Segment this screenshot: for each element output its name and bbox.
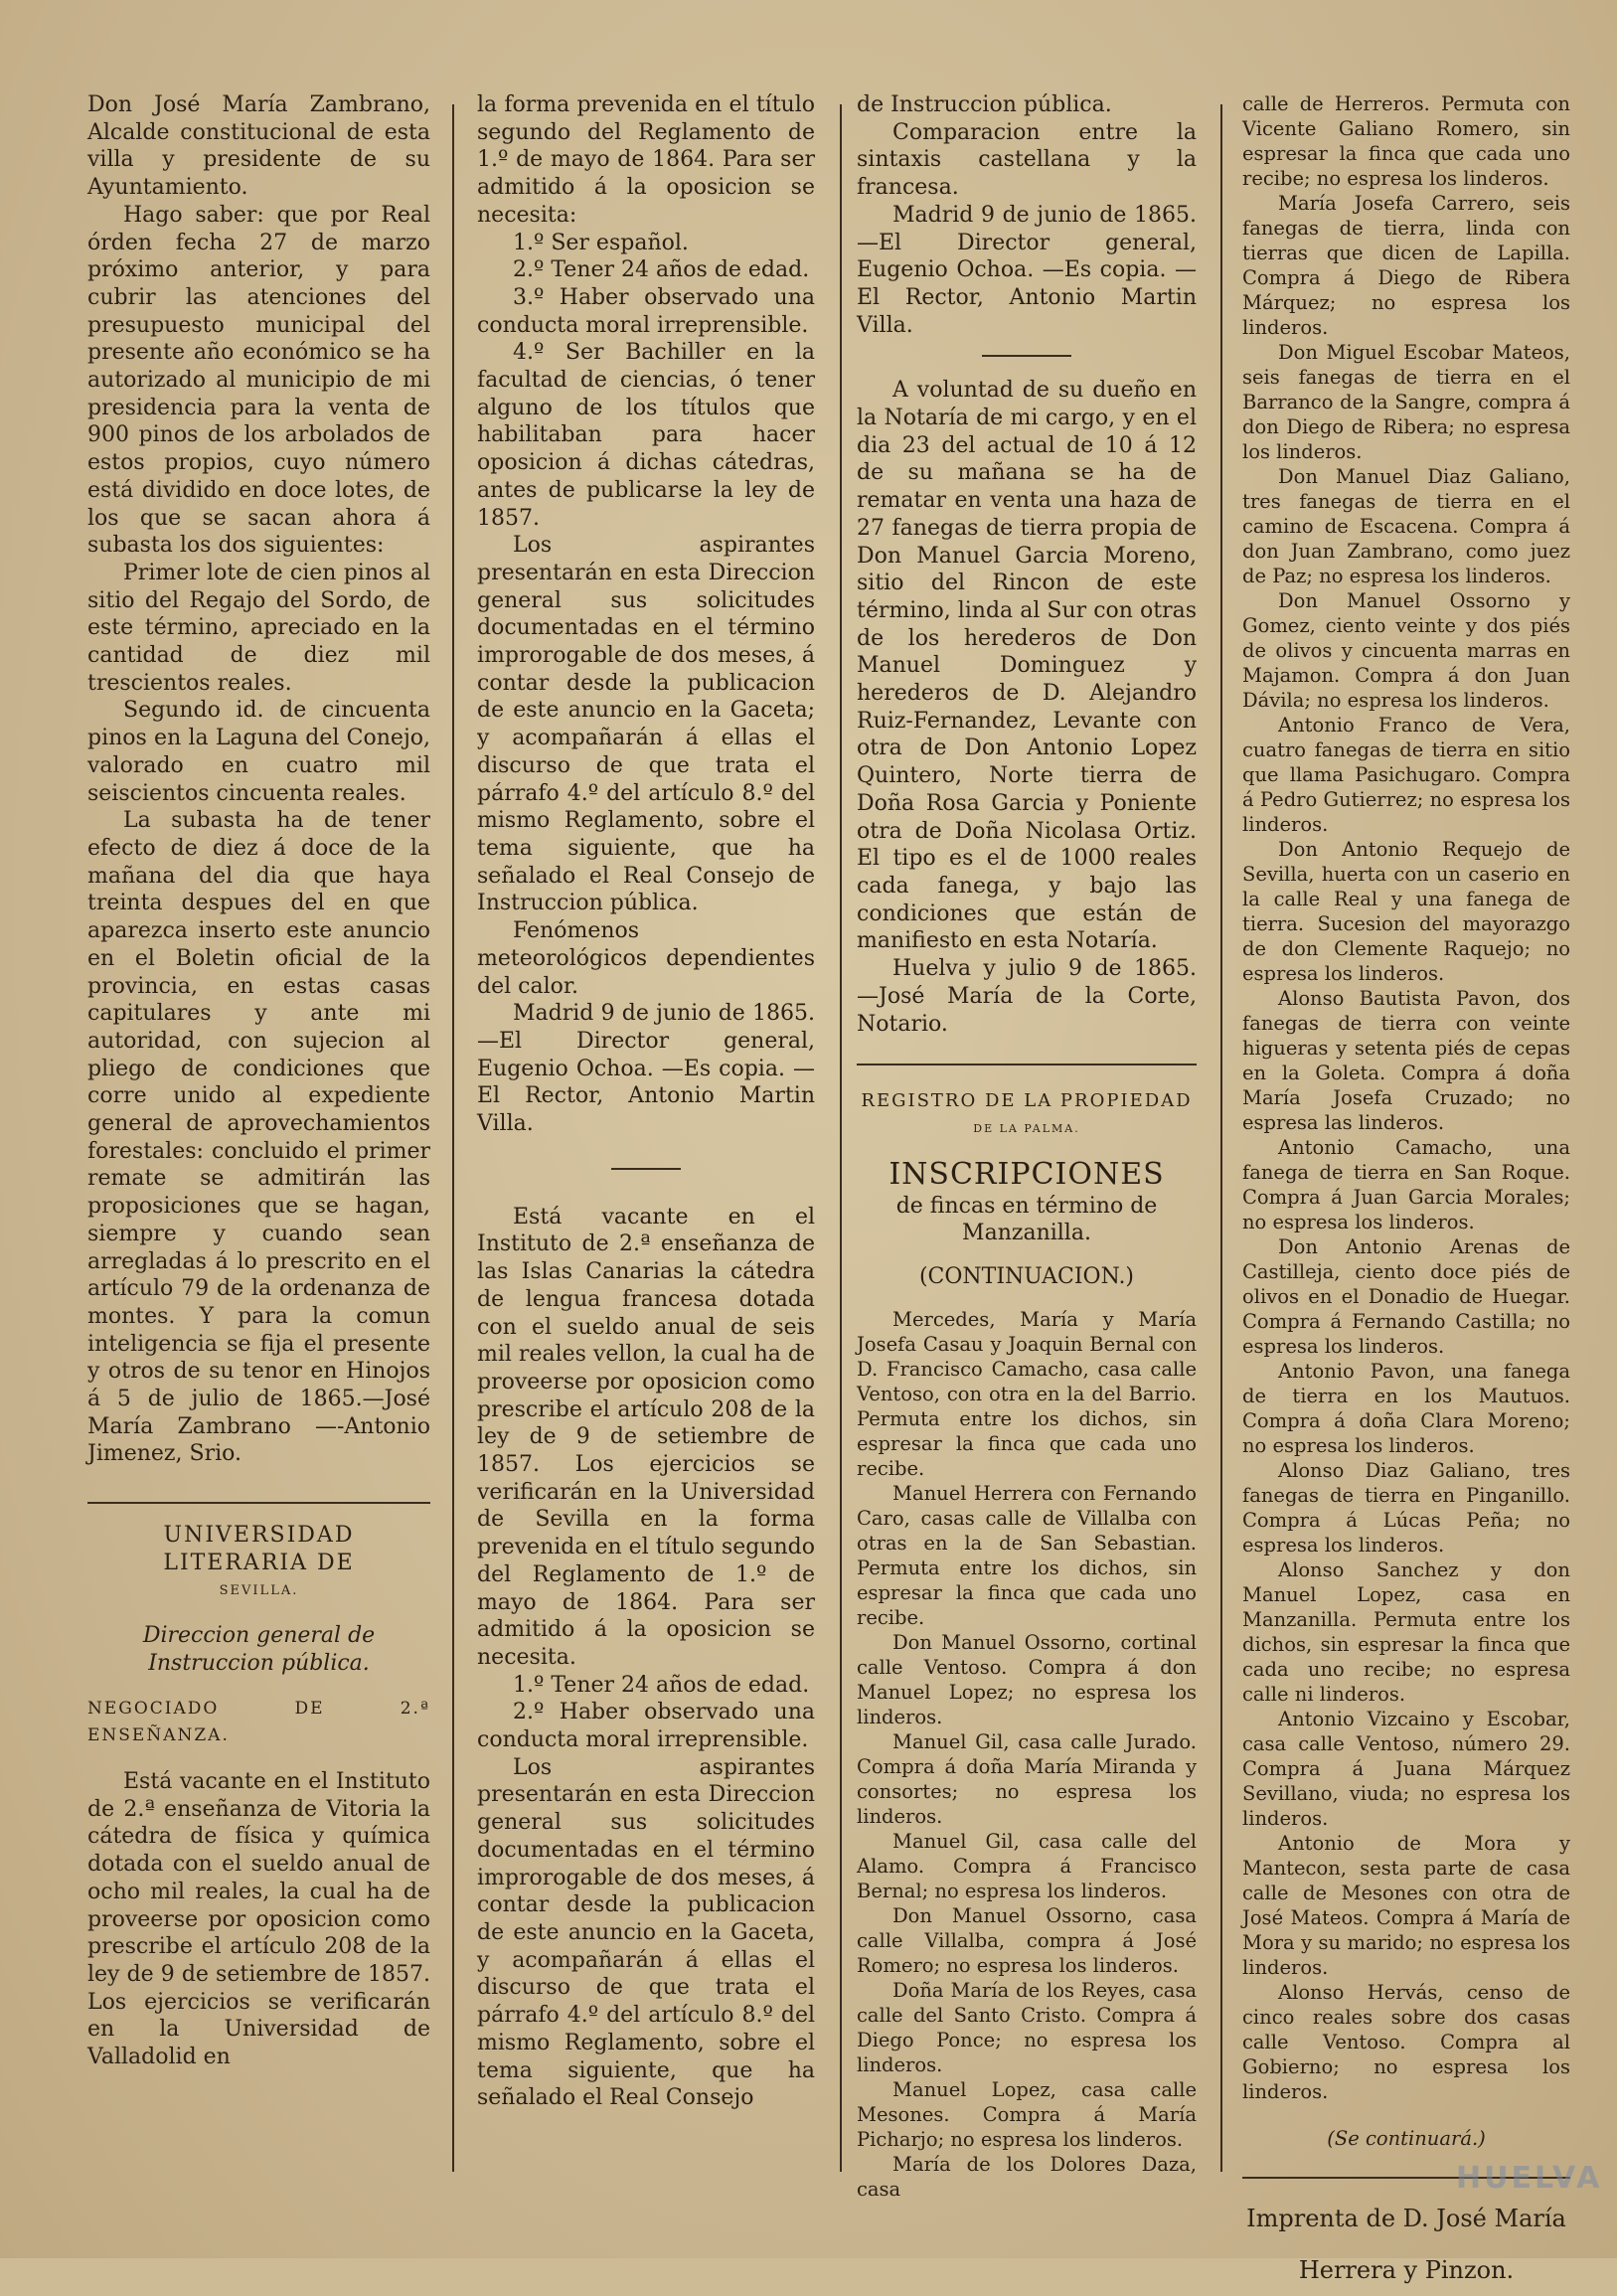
registry-subtitle: DE LA PALMA.	[973, 1121, 1080, 1135]
requirement-item: 2.º Tener 24 años de edad.	[513, 257, 810, 283]
registry-entry: Alonso Hervás, censo de cinco reales sobre dos casas calle Ventoso. Compra al Gobierno; no espresa los linderos.	[1242, 1981, 1570, 2103]
registry-entry: Antonio de Mora y Mantecon, sesta parte de casa calle de Mesones con otra de José Mateos. Compra á María de Mora y su marido; no espresa los linderos.	[1242, 1832, 1570, 1979]
registry-entry: Manuel Herrera con Fernando Caro, casas calle de Villalba con otras en la de San Sebastian. Permuta entre los dichos, sin espresar la finca que cada uno recibe.	[857, 1481, 1197, 1629]
inscripciones-heading: INSCRIPCIONES	[889, 1156, 1165, 1192]
col1-paragraph: Hago saber: que por Real órden fecha 27 de marzo próximo anterior, y para cubrir las atenciones del presupuesto municipal del presente año económico se ha autorizado al municipio de mi presidencia para la venta de 900 pinos de los arbolados de estos propios, cuyo número está dividido en doce lotes, de los que se sacan ahora á subasta los dos siguientes:	[87, 202, 430, 559]
registry-entry: Don Miguel Escobar Mateos, seis fanegas de tierra en el Barranco de la Sangre, compra á don Diego de Ribera; no espresa los linderos.	[1242, 341, 1570, 463]
registry-entry: Alonso Diaz Galiano, tres fanegas de tierra en Pinganillo. Compra á Lúcas Peña; no espresa los linderos.	[1242, 1459, 1570, 1557]
registry-entry: Doña María de los Reyes, casa calle del Santo Cristo. Compra á Diego Ponce; no espresa los linderos.	[857, 1978, 1197, 2076]
col2-paragraph: Los aspirantes presentarán en esta Direccion general sus solicitudes documentadas en el término improrogable de dos meses, á contar desde la publicacion de este anuncio en la Gaceta; y acompañarán á ellas el discurso de que trata el párrafo 4.º del artículo 8.º del mismo Reglamento, sobre el tema siguiente, que ha señalado el Real Consejo de Instruccion pública.	[477, 533, 815, 916]
registry-entry: Don Antonio Requejo de Sevilla, huerta con un caserio en la calle Real y una fanega de tierra. Sucesion del mayorazgo de don Clemente Raquejo; no espresa los linderos.	[1242, 838, 1570, 985]
registry-entry: Antonio Camacho, una fanega de tierra en San Roque. Compra á Juan Garcia Morales; no espresa los linderos.	[1242, 1136, 1570, 1233]
registry-entry: Don Antonio Arenas de Castilleja, ciento doce piés de olivos en el Donadio de Huegar. Compra á Fernando Castilla; no espresa los linderos.	[1242, 1235, 1570, 1358]
inscripciones-subheading: de fincas en término de Manzanilla.	[895, 1193, 1158, 1246]
watermark: HUELVA	[1456, 2161, 1603, 2196]
requirement-item: 1.º Ser español.	[513, 230, 689, 255]
col2-paragraph: Está vacante en el Instituto de 2.ª enseñanza de las Islas Canarias la cátedra de lengua francesa dotada con el sueldo anual de seis mil reales vellon, la cual ha de proveerse por oposicion como prescribe el artículo 208 de la ley de 9 de setiembre de 1857. Los ejercicios se verificarán en la Universidad de Sevilla en la forma prevenida en el título segundo del Reglamento de 1.º de mayo de 1864. Para ser admitido á la oposicion se necesita.	[477, 1204, 816, 1670]
col2-paragraph: Los aspirantes presentarán en esta Direccion general sus solicitudes documentadas en el término improrogable de dos meses, á contar desde la publicacion de este anuncio en la Gaceta, y acompañarán á ellas el discurso de que trata el párrafo 4.º del artículo 8.º del mismo Reglamento, sobre el tema siguiente, que ha señalado el Real Consejo	[477, 1754, 815, 2111]
negociado-heading: NEGOCIADO DE 2.ª ENSEÑANZA.	[87, 1698, 430, 1746]
col2-paragraph: Madrid 9 de junio de 1865. —El Director general, Eugenio Ochoa. —Es copia. —El Rector, Antonio Martin Villa.	[477, 1001, 815, 1137]
column-1	[87, 91, 430, 2218]
registry-entry: Manuel Gil, casa calle del Alamo. Compra á Francisco Bernal; no espresa los linderos.	[857, 1829, 1197, 1902]
col1-paragraph: La subasta ha de tener efecto de diez á doce de la mañana del dia que haya treinta despues del en que aparezca inserto este anuncio en el Boletin oficial de la provincia, en estas casas capitulares y ante mi autoridad, con sujecion al pliego de condiciones que corre unido al expediente general de aprovechamientos forestales: concluido el primer remate se admitirán las proposiciones que se hagan, siempre y cuando sean arregladas á lo prescrito en el artículo 79 de la ordenanza de montes. Y para la comun inteligencia se fija el presente y otros de su tenor en Hinojos á 5 de julio de 1865.—José María Zambrano —-Antonio Jimenez, Srio.	[87, 808, 430, 1467]
column-rule	[840, 104, 842, 2172]
col3-paragraph: A voluntad de su dueño en la Notaría de mi cargo, y en el dia 23 del actual de 10 á 12 de su mañana se ha de rematar en venta una haza de 27 fanegas de tierra propia de Don Manuel Garcia Moreno, sitio del Rincon de este término, linda al Sur con otras de los herederos de Don Manuel Dominguez y herederos de D. Alejandro Ruiz-Fernandez, Levante con otra de Don Antonio Lopez Quintero, Norte tierra de Doña Rosa Garcia y Poniente otra de Doña Nicolasa Ortiz. El tipo es el de 1000 reales cada fanega, y bajo las condiciones que están de manifiesto en esta Notaría.	[857, 378, 1197, 954]
registry-entry: Manuel Gil, casa calle Jurado. Compra á doña María Miranda y consortes; no espresa los linderos.	[857, 1729, 1197, 1828]
requirement-item: 4.º Ser Bachiller en la facultad de ciencias, ó tener alguno de los títulos que habilitaban para hacer oposicion á dichas cátedras, antes de publicarse la ley de 1857.	[477, 340, 815, 531]
printer-line-1: Imprenta de D. José María	[1246, 2205, 1566, 2232]
col1-paragraph: Primer lote de cien pinos al sitio del Regajo del Sordo, de este término, apreciado en la cantidad de diez mil trescientos reales.	[87, 560, 430, 696]
university-subtitle: SEVILLA.	[219, 1582, 299, 1598]
section-divider	[857, 1064, 1197, 1066]
registry-entry: Alonso Bautista Pavon, dos fanegas de tierra con veinte higueras y setenta piés de cepas en la Goleta. Compra á doña María Josefa Cruzado; no espresa las linderos.	[1242, 987, 1570, 1134]
requirement-item: 1.º Tener 24 años de edad.	[513, 1672, 810, 1698]
column-rule	[452, 104, 454, 2172]
registry-entry: Don Manuel Ossorno, casa calle Villalba, compra á José Romero; no espresa los linderos.	[857, 1903, 1197, 1977]
requirement-item: 3.º Haber observado una conducta moral irreprensible.	[477, 284, 815, 338]
col3-paragraph: Comparacion entre la sintaxis castellana y la francesa.	[857, 119, 1197, 201]
to-be-continued: (Se continuará.)	[1327, 2127, 1486, 2150]
registry-entry: María de los Dolores Daza, casa	[857, 2152, 1197, 2201]
registry-entry: Don Manuel Ossorno y Gomez, ciento veinte y dos piés de olivos y cincuenta marras en Majamon. Compra á don Juan Dávila; no espresa los linderos.	[1242, 589, 1570, 712]
col1-paragraph: Está vacante en el Instituto de 2.ª enseñanza de Vitoria la cátedra de física y química dotada con el sueldo anual de ocho mil reales, la cual ha de proveerse por oposicion como prescribe el artículo 208 de la ley de 9 de setiembre de 1857. Los ejercicios se verificarán en la Universidad de Valladolid en	[87, 1769, 430, 2070]
registry-entry: Antonio Pavon, una fanega de tierra en los Mautuos. Compra á doña Clara Moreno; no espresa los linderos.	[1242, 1360, 1570, 1457]
column-rule	[1220, 104, 1222, 2172]
registry-entry: Antonio Vizcaino y Escobar, casa calle Ventoso, número 29. Compra á Juana Márquez Sevillano, viuda; no espresa los linderos.	[1242, 1708, 1570, 1830]
col3-paragraph: Huelva y julio 9 de 1865. —José María de la Corte, Notario.	[857, 956, 1197, 1037]
column-2	[477, 91, 815, 2218]
col3-paragraph: Madrid 9 de junio de 1865. —El Director general, Eugenio Ochoa. —Es copia. —El Rector, Antonio Martin Villa.	[857, 202, 1197, 338]
registry-entry: María Josefa Carrero, seis fanegas de tierra, linda con tierras que dicen de Lapilla. Compra á Diego de Ribera Márquez; no espresa los linderos.	[1242, 192, 1570, 339]
short-divider	[611, 1168, 681, 1170]
printer-line-2: Herrera y Pinzon.	[1298, 2256, 1515, 2284]
col2-paragraph: la forma prevenida en el título segundo del Reglamento de 1.º de mayo de 1864. Para ser admitido á la oposicion se necesita:	[477, 92, 815, 228]
col2-paragraph: Fenómenos meteorológicos dependientes del calor.	[477, 918, 815, 999]
registry-entry: Alonso Sanchez y don Manuel Lopez, casa en Manzanilla. Permuta entre los dichos, sin espresar la finca que cada uno recibe; no espresa calle ni linderos.	[1242, 1558, 1570, 1706]
direction-title: Direccion general de Instruccion pública.	[142, 1623, 376, 1676]
registry-entry: calle de Herreros. Permuta con Vicente Galiano Romero, sin espresar la finca que cada uno recibe; no espresa los linderos.	[1242, 92, 1570, 190]
registry-entry: Antonio Franco de Vera, cuatro fanegas de tierra en sitio que llama Pasichugaro. Compra á Pedro Gutierrez; no espresa los linderos.	[1242, 714, 1570, 836]
column-3	[857, 91, 1197, 2218]
registry-entry: Mercedes, María y María Josefa Casau y Joaquin Bernal con D. Francisco Camacho, casa calle Ventoso, con otra en la del Barrio. Permuta entre los dichos, sin espresar la finca que cada uno recibe.	[857, 1307, 1197, 1480]
registry-title: REGISTRO DE LA PROPIEDAD	[861, 1090, 1193, 1112]
registry-entry: Don Manuel Ossorno, cortinal calle Ventoso. Compra á don Manuel Lopez; no espresa los linderos.	[857, 1630, 1197, 1728]
column-4	[1242, 91, 1570, 2284]
university-title: UNIVERSIDAD LITERARIA DE	[163, 1523, 355, 1575]
continuation-label: (CONTINUACION.)	[918, 1264, 1135, 1290]
col1-paragraph: Segundo id. de cincuenta pinos en la Laguna del Conejo, valorado en cuatro mil seiscientos cincuenta reales.	[87, 698, 430, 806]
short-divider	[982, 355, 1071, 357]
col3-paragraph: de Instruccion pública.	[857, 92, 1112, 117]
section-divider	[87, 1502, 430, 1504]
registry-entry: Manuel Lopez, casa calle Mesones. Compra á María Picharjo; no espresa los linderos.	[857, 2077, 1197, 2151]
requirement-item: 2.º Haber observado una conducta moral irreprensible.	[477, 1700, 815, 1753]
col1-paragraph: Don José María Zambrano, Alcalde constitucional de esta villa y presidente de su Ayuntamiento.	[87, 92, 430, 201]
registry-entry: Don Manuel Diaz Galiano, tres fanegas de tierra en el camino de Escacena. Compra á don Juan Zambrano, como juez de Paz; no espresa los linderos.	[1242, 465, 1570, 587]
